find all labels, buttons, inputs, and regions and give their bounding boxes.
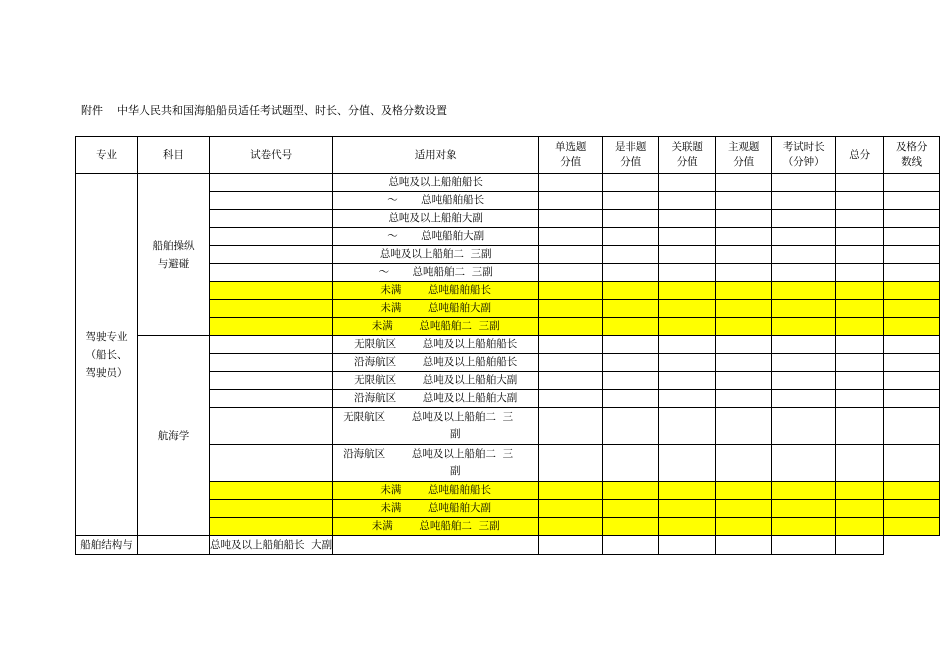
pass-line-cell xyxy=(884,390,940,408)
paper-code-cell xyxy=(210,372,333,390)
linked-cell xyxy=(659,174,716,192)
duration-cell xyxy=(772,518,836,536)
pass-line-cell xyxy=(836,536,884,555)
total-cell xyxy=(836,336,884,354)
subjective-cell xyxy=(716,174,772,192)
single-choice-cell xyxy=(539,372,603,390)
true-false-cell xyxy=(539,536,603,555)
paper-code-cell xyxy=(210,408,333,445)
linked-cell xyxy=(659,372,716,390)
pass-line-cell xyxy=(884,336,940,354)
target-cell xyxy=(333,445,539,482)
subjective-cell xyxy=(716,282,772,300)
paper-code-cell xyxy=(210,228,333,246)
single-choice-cell xyxy=(539,228,603,246)
header-pass-line: 及格分数线 xyxy=(884,137,940,174)
duration-cell xyxy=(772,300,836,318)
duration-cell xyxy=(772,408,836,445)
target-cell: ～ 总吨船舶二 三副 xyxy=(333,264,539,282)
linked-cell xyxy=(659,482,716,500)
single-choice-cell xyxy=(539,518,603,536)
single-choice-cell xyxy=(539,210,603,228)
linked-cell xyxy=(659,354,716,372)
duration-cell xyxy=(772,210,836,228)
header-linked: 关联题分值 xyxy=(659,137,716,174)
single-choice-cell xyxy=(539,390,603,408)
paper-code-cell xyxy=(210,264,333,282)
subjective-cell xyxy=(716,228,772,246)
table-row xyxy=(76,536,940,555)
linked-cell xyxy=(659,246,716,264)
subjective-cell xyxy=(716,336,772,354)
linked-cell xyxy=(659,282,716,300)
pass-line-cell xyxy=(884,246,940,264)
paper-code-cell xyxy=(210,482,333,500)
target-text: 无限航区 总吨及以上船舶二 三 副 xyxy=(343,411,514,440)
pass-line-cell xyxy=(884,228,940,246)
total-cell xyxy=(836,174,884,192)
target-cell: 总吨及以上船舶船长 xyxy=(333,174,539,192)
major-label: 驾驶专业（船长、驾驶员） xyxy=(85,330,128,379)
header-target: 适用对象 xyxy=(333,137,539,174)
true-false-cell xyxy=(603,264,659,282)
true-false-cell xyxy=(603,210,659,228)
subjective-cell xyxy=(716,408,772,445)
target-cell: ～ 总吨船舶船长 xyxy=(333,192,539,210)
target-cell: ～ 总吨船舶大副 xyxy=(333,228,539,246)
single-choice-cell xyxy=(333,536,539,555)
single-choice-cell xyxy=(539,445,603,482)
document-title: 附件 中华人民共和国海船船员适任考试题型、时长、分值、及格分数设置 xyxy=(81,104,447,117)
true-false-cell xyxy=(603,300,659,318)
header-true-false: 是非题分值 xyxy=(603,137,659,174)
true-false-cell xyxy=(603,192,659,210)
pass-line-cell xyxy=(884,264,940,282)
total-cell xyxy=(836,264,884,282)
true-false-cell xyxy=(603,228,659,246)
single-choice-cell xyxy=(539,318,603,336)
true-false-cell xyxy=(603,318,659,336)
duration-cell xyxy=(772,264,836,282)
pass-line-cell xyxy=(884,174,940,192)
duration-cell xyxy=(772,354,836,372)
subject-label: 航海学 xyxy=(157,429,190,442)
pass-line-cell xyxy=(884,482,940,500)
linked-cell xyxy=(659,408,716,445)
exam-settings-table xyxy=(75,136,940,555)
target-cell: 未满 总吨船舶大副 xyxy=(333,300,539,318)
single-choice-cell xyxy=(539,408,603,445)
duration-cell xyxy=(772,482,836,500)
header-row xyxy=(76,137,940,174)
table-row xyxy=(76,174,940,192)
duration-cell xyxy=(772,318,836,336)
duration-cell xyxy=(772,372,836,390)
true-false-cell xyxy=(603,372,659,390)
target-cell: 未满 总吨船舶船长 xyxy=(333,282,539,300)
single-choice-cell xyxy=(539,282,603,300)
paper-code-cell xyxy=(210,300,333,318)
linked-cell xyxy=(659,300,716,318)
header-subject: 科目 xyxy=(138,137,210,174)
target-text: 沿海航区 总吨及以上船舶二 三 副 xyxy=(343,448,514,477)
subjective-cell xyxy=(716,246,772,264)
true-false-cell xyxy=(603,354,659,372)
header-single-choice: 单选题分值 xyxy=(539,137,603,174)
paper-code-cell xyxy=(210,445,333,482)
header-subjective: 主观题分值 xyxy=(716,137,772,174)
linked-cell xyxy=(603,536,659,555)
pass-line-cell xyxy=(884,282,940,300)
linked-cell xyxy=(659,445,716,482)
single-choice-cell xyxy=(539,192,603,210)
subjective-cell xyxy=(659,536,716,555)
total-cell xyxy=(836,372,884,390)
paper-code-cell xyxy=(138,536,210,555)
pass-line-cell xyxy=(884,318,940,336)
subjective-cell xyxy=(716,192,772,210)
linked-cell xyxy=(659,318,716,336)
pass-line-cell xyxy=(884,518,940,536)
subject-cell xyxy=(76,536,138,555)
paper-code-cell xyxy=(210,192,333,210)
single-choice-cell xyxy=(539,500,603,518)
total-cell xyxy=(836,210,884,228)
subjective-cell xyxy=(716,372,772,390)
total-cell xyxy=(836,408,884,445)
true-false-cell xyxy=(603,500,659,518)
linked-cell xyxy=(659,390,716,408)
target-cell: 沿海航区 总吨及以上船舶船长 xyxy=(333,354,539,372)
true-false-cell xyxy=(603,408,659,445)
linked-cell xyxy=(659,264,716,282)
linked-cell xyxy=(659,336,716,354)
paper-code-cell xyxy=(210,282,333,300)
target-cell: 未满 总吨船舶二 三副 xyxy=(333,318,539,336)
paper-code-cell xyxy=(210,318,333,336)
subject-label: 船舶操纵与避碰 xyxy=(152,239,195,270)
total-cell xyxy=(836,246,884,264)
true-false-cell xyxy=(603,518,659,536)
linked-cell xyxy=(659,228,716,246)
paper-code-cell xyxy=(210,336,333,354)
target-cell: 未满 总吨船舶二 三副 xyxy=(333,518,539,536)
pass-line-cell xyxy=(884,300,940,318)
paper-code-cell xyxy=(210,174,333,192)
linked-cell xyxy=(659,500,716,518)
pass-line-cell xyxy=(884,445,940,482)
duration-cell xyxy=(772,390,836,408)
header-major: 专业 xyxy=(76,137,138,174)
paper-code-cell xyxy=(210,390,333,408)
subjective-cell xyxy=(716,518,772,536)
target-cell: 未满 总吨船舶船长 xyxy=(333,482,539,500)
subjective-cell xyxy=(716,300,772,318)
target-cell: 总吨及以上船舶船长 大副 xyxy=(210,536,333,555)
total-cell xyxy=(836,354,884,372)
target-cell: 沿海航区 总吨及以上船舶大副 xyxy=(333,390,539,408)
true-false-cell xyxy=(603,336,659,354)
table-row xyxy=(76,336,940,354)
pass-line-cell xyxy=(884,192,940,210)
single-choice-cell xyxy=(539,482,603,500)
subjective-cell xyxy=(716,482,772,500)
target-cell: 无限航区 总吨及以上船舶船长 xyxy=(333,336,539,354)
true-false-cell xyxy=(603,445,659,482)
pass-line-cell xyxy=(884,354,940,372)
paper-code-cell xyxy=(210,518,333,536)
paper-code-cell xyxy=(210,500,333,518)
total-cell xyxy=(836,518,884,536)
subjective-cell xyxy=(716,500,772,518)
target-cell: 总吨及以上船舶大副 xyxy=(333,210,539,228)
subjective-cell xyxy=(716,390,772,408)
total-cell xyxy=(772,536,836,555)
paper-code-cell xyxy=(210,354,333,372)
true-false-cell xyxy=(603,482,659,500)
total-cell xyxy=(836,300,884,318)
single-choice-cell xyxy=(539,336,603,354)
true-false-cell xyxy=(603,174,659,192)
single-choice-cell xyxy=(539,300,603,318)
single-choice-cell xyxy=(539,264,603,282)
true-false-cell xyxy=(603,282,659,300)
linked-cell xyxy=(659,210,716,228)
subjective-cell xyxy=(716,445,772,482)
single-choice-cell xyxy=(539,246,603,264)
header-paper-code: 试卷代号 xyxy=(210,137,333,174)
paper-code-cell xyxy=(210,210,333,228)
subjective-cell xyxy=(716,210,772,228)
total-cell xyxy=(836,282,884,300)
duration-cell xyxy=(716,536,772,555)
total-cell xyxy=(836,228,884,246)
subjective-cell xyxy=(716,264,772,282)
paper-code-cell xyxy=(210,246,333,264)
duration-cell xyxy=(772,336,836,354)
single-choice-cell xyxy=(539,174,603,192)
duration-cell xyxy=(772,445,836,482)
true-false-cell xyxy=(603,246,659,264)
target-cell: 无限航区 总吨及以上船舶大副 xyxy=(333,372,539,390)
true-false-cell xyxy=(603,390,659,408)
header-duration: 考试时长（分钟） xyxy=(772,137,836,174)
duration-cell xyxy=(772,282,836,300)
duration-cell xyxy=(772,174,836,192)
subject-label: 船舶结构与 xyxy=(80,539,133,551)
header-total: 总分 xyxy=(836,137,884,174)
total-cell xyxy=(836,500,884,518)
target-cell: 总吨及以上船舶二 三副 xyxy=(333,246,539,264)
linked-cell xyxy=(659,192,716,210)
subject-cell xyxy=(138,174,210,336)
target-cell: 未满 总吨船舶大副 xyxy=(333,500,539,518)
subjective-cell xyxy=(716,318,772,336)
duration-cell xyxy=(772,500,836,518)
pass-line-cell xyxy=(884,500,940,518)
major-cell xyxy=(76,174,138,536)
linked-cell xyxy=(659,518,716,536)
duration-cell xyxy=(772,228,836,246)
total-cell xyxy=(836,390,884,408)
total-cell xyxy=(836,318,884,336)
duration-cell xyxy=(772,192,836,210)
duration-cell xyxy=(772,246,836,264)
total-cell xyxy=(836,192,884,210)
single-choice-cell xyxy=(539,354,603,372)
subjective-cell xyxy=(716,354,772,372)
pass-line-cell xyxy=(884,372,940,390)
pass-line-cell xyxy=(884,210,940,228)
subject-cell xyxy=(138,336,210,536)
total-cell xyxy=(836,482,884,500)
target-cell xyxy=(333,408,539,445)
total-cell xyxy=(836,445,884,482)
pass-line-cell xyxy=(884,408,940,445)
